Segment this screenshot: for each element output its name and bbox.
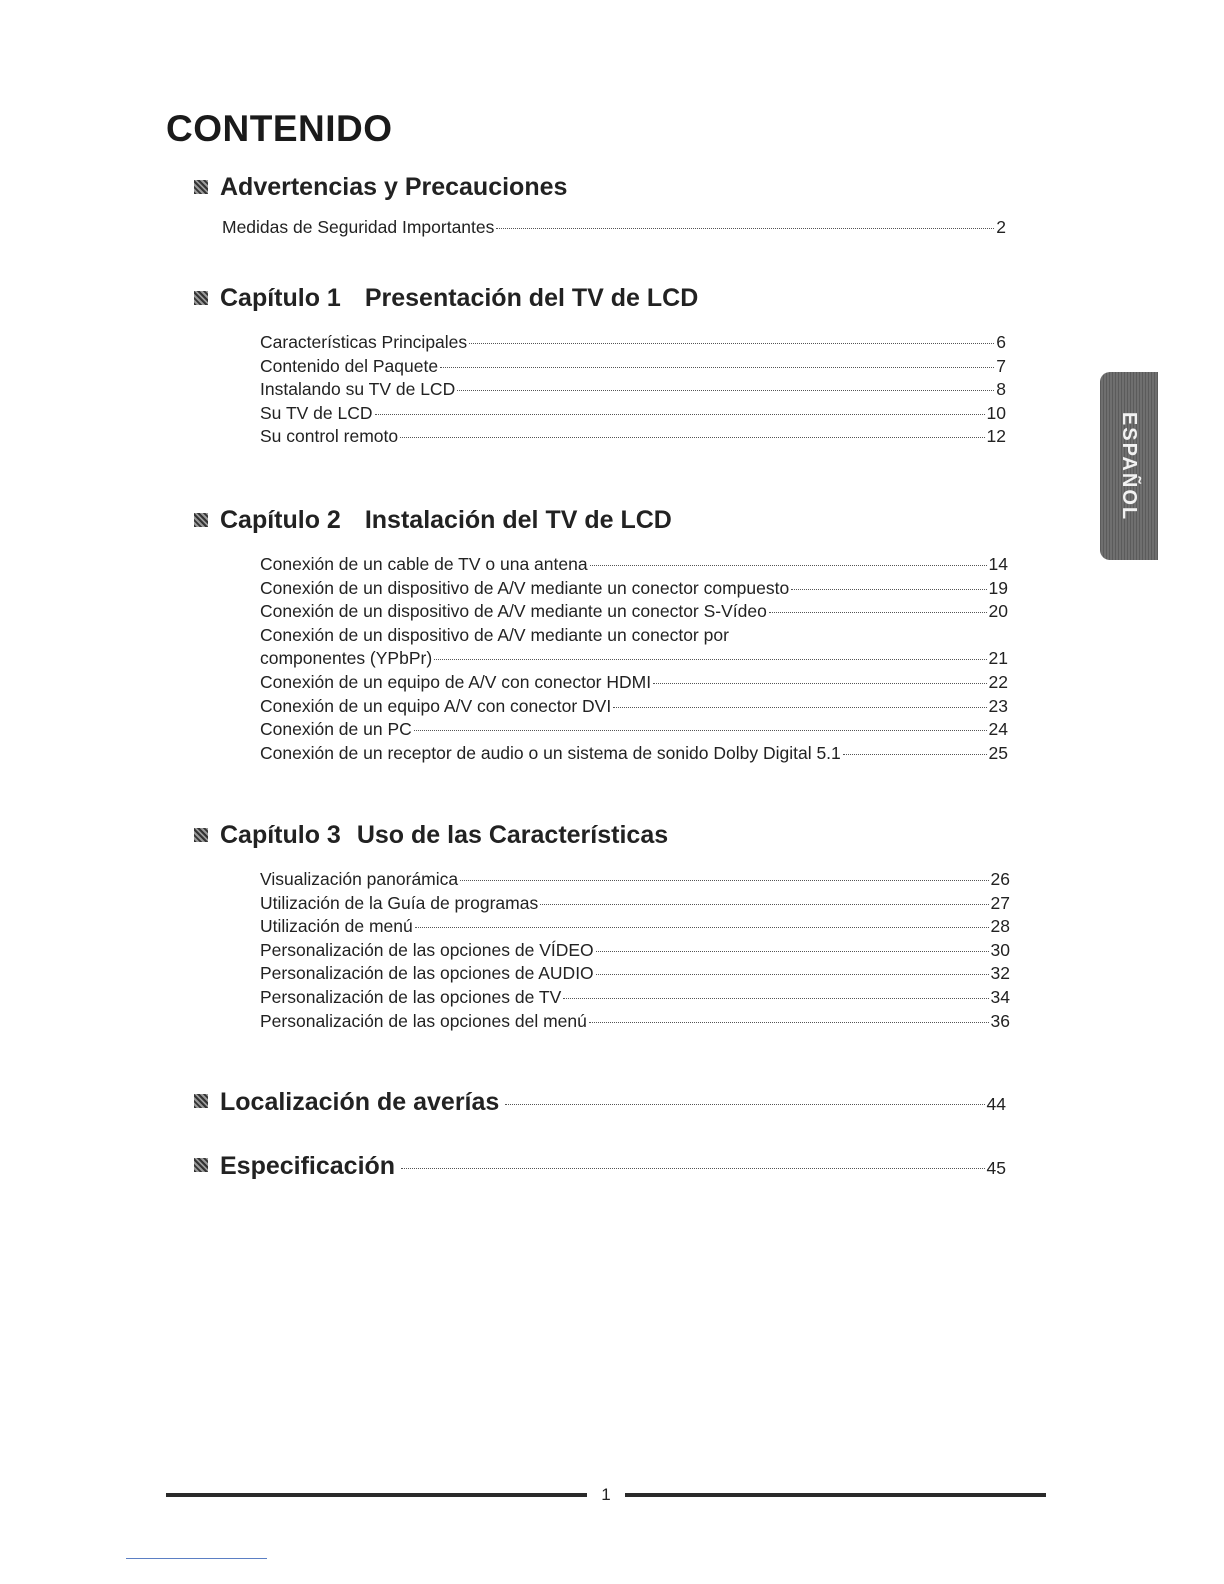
toc-entry-text: Conexión de un cable de TV o una antena	[260, 554, 588, 574]
section-title: Localización de averías	[220, 1088, 500, 1116]
leader-dots	[589, 1022, 989, 1023]
square-bullet-icon	[194, 180, 208, 194]
leader-dots	[540, 904, 988, 905]
toc-entries	[222, 216, 1006, 240]
toc-entry-page: 21	[988, 648, 1008, 669]
leader-dots	[401, 1168, 984, 1169]
leader-dots	[375, 414, 985, 415]
leader-dots	[596, 974, 989, 975]
section-title: Instalación del TV de LCD	[364, 505, 672, 534]
section-title: Advertencias y Precauciones	[220, 172, 568, 201]
toc-entry-page: 30	[990, 939, 1010, 960]
toc-entry-page: 36	[990, 1010, 1010, 1031]
section-title: Uso de las Características	[356, 820, 669, 849]
toc-entry-page: 26	[990, 869, 1010, 889]
toc-entry[interactable]	[260, 695, 1008, 719]
toc-entry-text: Conexión de un dispositivo de A/V mediante un conector compuesto	[260, 577, 790, 598]
toc-entry[interactable]	[260, 892, 1010, 916]
toc-entry[interactable]	[260, 742, 1008, 766]
language-tab	[1100, 372, 1158, 560]
square-bullet-icon	[194, 1158, 208, 1172]
toc-entry-text: Visualización panorámica	[260, 869, 459, 889]
leader-dots	[460, 880, 988, 881]
page-title: CONTENIDO	[166, 108, 393, 149]
toc-entry-text: Conexión de un dispositivo de A/V mediante un conector por	[260, 624, 729, 645]
toc-entry-page: 10	[986, 402, 1006, 423]
leader-dots	[590, 565, 987, 566]
toc-entry[interactable]	[260, 577, 1008, 601]
toc-entry[interactable]	[260, 600, 1008, 624]
leader-dots	[613, 707, 986, 708]
section-capitulo-1	[194, 283, 1006, 449]
toc-entry[interactable]	[260, 331, 1006, 355]
toc-entry-page: 44	[986, 1094, 1006, 1114]
toc-entry-page: 45	[986, 1158, 1006, 1178]
section-heading	[194, 172, 1006, 202]
section-capitulo-3	[194, 820, 1010, 1033]
toc-entry-page: 7	[996, 355, 1006, 376]
toc-entry-page: 19	[988, 577, 1008, 598]
toc-entry-text: Su control remoto	[260, 426, 399, 447]
square-bullet-icon	[194, 513, 208, 527]
chapter-label: Capítulo 2	[220, 505, 341, 534]
section-heading	[194, 283, 1006, 313]
toc-entry-page: 8	[996, 379, 1006, 400]
section-advertencias	[194, 172, 1006, 240]
page-footer	[166, 1483, 1046, 1507]
toc-entry-text: Conexión de un dispositivo de A/V mediante un conector S-Vídeo	[260, 601, 767, 622]
toc-entry-text: Personalización de las opciones del menú	[260, 1010, 587, 1031]
toc-entry-page: 32	[990, 963, 1010, 984]
toc-entry-text: componentes (YPbPr)	[260, 648, 433, 669]
leader-dots	[563, 998, 988, 999]
toc-entry[interactable]	[260, 868, 1010, 892]
toc-entry-page: 20	[988, 601, 1008, 622]
toc-entry-text: Instalando su TV de LCD	[260, 379, 456, 400]
toc-entry-text: Utilización de menú	[260, 916, 413, 937]
section-title: Presentación del TV de LCD	[364, 283, 699, 312]
section-localizacion[interactable]	[194, 1088, 1006, 1117]
toc-entry-page: 27	[990, 892, 1010, 913]
toc-entry-page: 23	[988, 695, 1008, 716]
leader-dots	[653, 683, 986, 684]
footer-rule-right	[625, 1493, 1046, 1497]
bottom-divider	[126, 1558, 267, 1559]
toc-entry[interactable]	[260, 647, 1008, 671]
toc-entry[interactable]	[260, 671, 1008, 695]
toc-entry-page: 14	[988, 554, 1008, 574]
leader-dots	[457, 390, 994, 391]
square-bullet-icon	[194, 1094, 208, 1108]
toc-entry[interactable]	[260, 718, 1008, 742]
leader-dots	[496, 228, 994, 229]
leader-dots	[791, 589, 986, 590]
footer-rule-left	[166, 1493, 587, 1497]
toc-entry-text: Personalización de las opciones de VÍDEO	[260, 939, 594, 960]
square-bullet-icon	[194, 291, 208, 305]
toc-entry[interactable]	[260, 915, 1010, 939]
toc-entry-text: Conexión de un equipo A/V con conector DVI	[260, 695, 612, 716]
toc-entry-text: Conexión de un PC	[260, 719, 412, 740]
leader-dots	[434, 659, 986, 660]
language-tab-label: ESPAÑOL	[1118, 411, 1141, 521]
toc-entry-page: 22	[988, 671, 1008, 692]
toc-entry-text: Conexión de un receptor de audio o un sistema de sonido Dolby Digital 5.1	[260, 742, 841, 763]
toc-entry[interactable]	[260, 553, 1008, 577]
square-bullet-icon	[194, 828, 208, 842]
toc-entry[interactable]	[260, 1010, 1010, 1034]
toc-entry-page: 34	[990, 986, 1010, 1007]
toc-entry-text: Características Principales	[260, 332, 468, 352]
page-number: 1	[601, 1485, 611, 1504]
toc-entry-page: 24	[988, 719, 1008, 740]
toc-entry[interactable]	[260, 962, 1010, 986]
leader-dots	[415, 927, 989, 928]
toc-entry-text: Personalización de las opciones de AUDIO	[260, 963, 594, 984]
toc-entry[interactable]	[222, 216, 1006, 240]
leader-dots	[596, 951, 989, 952]
leader-dots	[769, 612, 987, 613]
leader-dots	[400, 437, 984, 438]
toc-entry-page: 25	[988, 742, 1008, 763]
toc-entry-page: 2	[996, 217, 1006, 237]
toc-entry[interactable]	[260, 355, 1006, 379]
section-capitulo-2	[194, 505, 1008, 765]
toc-entry-text: Medidas de Seguridad Importantes	[222, 217, 495, 237]
toc-entry[interactable]	[260, 402, 1006, 426]
section-heading	[194, 505, 1008, 535]
chapter-label: Capítulo 1	[220, 283, 341, 312]
toc-entry-text: Su TV de LCD	[260, 402, 373, 423]
toc-entry-text: Conexión de un equipo de A/V con conector HDMI	[260, 671, 652, 692]
toc-entry[interactable]	[260, 425, 1006, 449]
toc-entry[interactable]	[260, 939, 1010, 963]
toc-entry[interactable]	[260, 378, 1006, 402]
toc-entry-text: Utilización de la Guía de programas	[260, 892, 539, 913]
section-title: Especificación	[220, 1152, 396, 1180]
leader-dots	[440, 367, 994, 368]
toc-entry-page: 12	[986, 426, 1006, 447]
leader-dots	[505, 1104, 984, 1105]
toc-entry-text: Personalización de las opciones de TV	[260, 986, 562, 1007]
toc-entries	[260, 868, 1010, 1033]
leader-dots	[414, 730, 987, 731]
toc-entry-continued[interactable]	[260, 624, 1008, 648]
toc-entries	[260, 553, 1008, 765]
toc-entry-text: Contenido del Paquete	[260, 355, 439, 376]
chapter-label: Capítulo 3	[220, 820, 341, 849]
toc-entry-page: 6	[996, 332, 1006, 352]
section-heading	[194, 820, 1010, 850]
toc-entries	[260, 331, 1006, 449]
toc-entry[interactable]	[260, 986, 1010, 1010]
section-especificacion[interactable]	[194, 1152, 1006, 1181]
leader-dots	[843, 754, 987, 755]
toc-entry-page: 28	[990, 916, 1010, 937]
leader-dots	[469, 343, 994, 344]
